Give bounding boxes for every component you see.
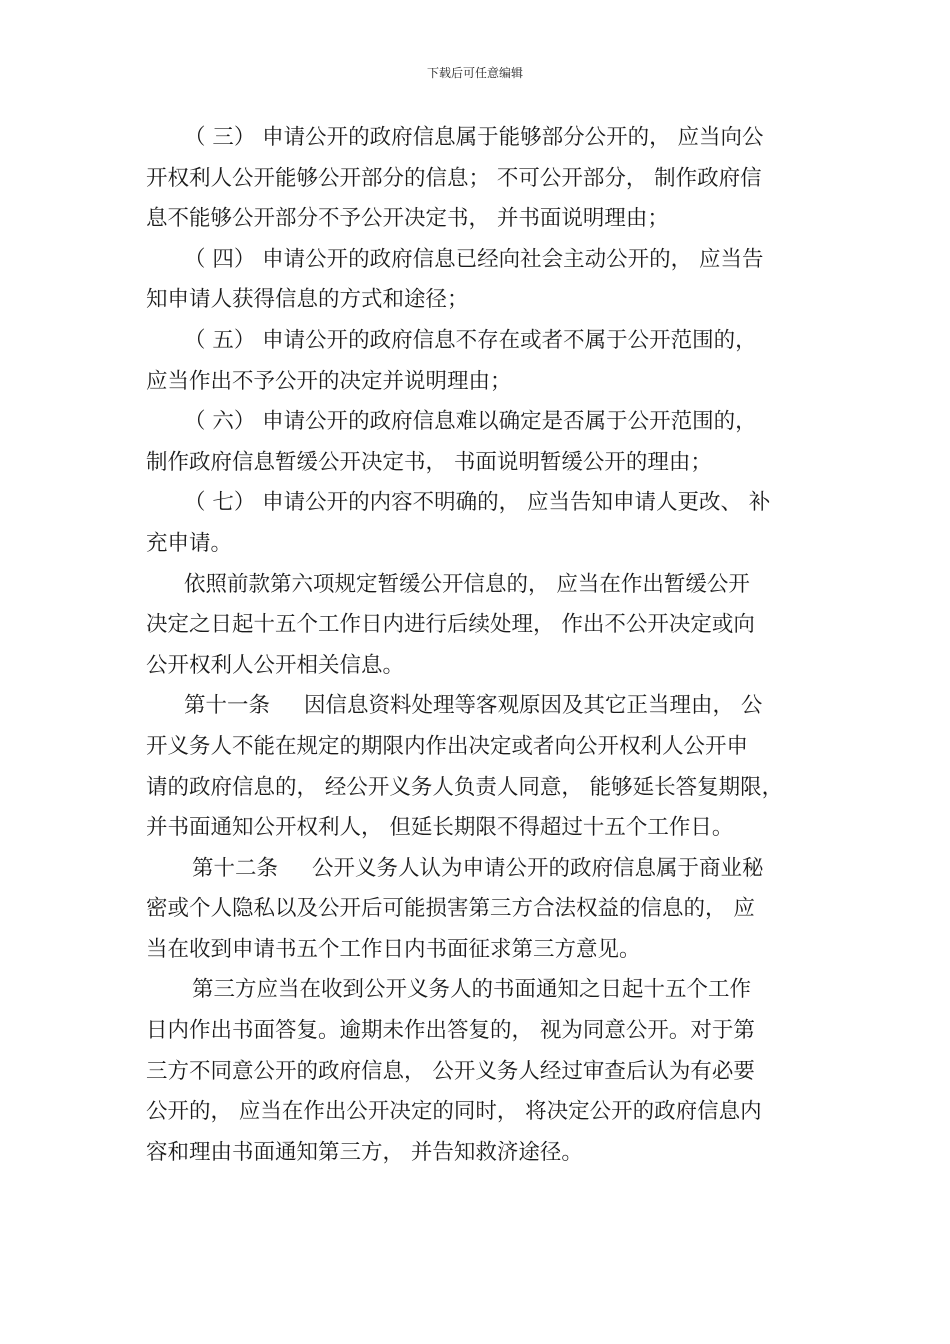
paragraph-item-5 (146, 321, 810, 402)
text-line: 三方不同意公开的政府信息， 公开义务人经过审查后认为有必要 (146, 1058, 755, 1084)
text-line: （ 六） 申请公开的政府信息难以确定是否属于公开范围的， (184, 409, 757, 435)
paragraph-third-party (146, 970, 810, 1173)
paragraph-deferral (146, 565, 810, 687)
article-11 (146, 686, 810, 848)
article-12-heading: 第十二条 (192, 855, 279, 881)
article-12 (146, 849, 810, 971)
text-line: 密或个人隐私以及公开后可能损害第三方合法权益的信息的， 应 (146, 896, 755, 922)
article-11-text: 因信息资料处理等客观原因及其它正当理由， 公 (304, 693, 763, 719)
text-line: （ 三） 申请公开的政府信息属于能够部分公开的， 应当向公 (184, 125, 764, 150)
text-line: 开义务人不能在规定的期限内作出决定或者向公开权利人公开申 (146, 733, 749, 759)
text-line: 开权利人公开能够公开部分的信息； 不可公开部分， 制作政府信 (146, 165, 762, 191)
text-line: 决定之日起十五个工作日内进行后续处理， 作出不公开决定或向 (146, 612, 755, 638)
text-line: 并书面通知公开权利人， 但延长期限不得超过十五个工作日。 (146, 815, 734, 841)
text-line: 当在收到申请书五个工作日内书面征求第三方意见。 (146, 936, 641, 962)
text-line: 请的政府信息的， 经公开义务人负责人同意， 能够延长答复期限， (146, 774, 784, 800)
text-line: （ 四） 申请公开的政府信息已经向社会主动公开的， 应当告 (184, 246, 764, 272)
text-line (146, 686, 810, 727)
paragraph-item-3 (146, 118, 810, 240)
text-line: 制作政府信息暂缓公开决定书， 书面说明暂缓公开的理由； (146, 449, 712, 475)
text-line: 充申请。 (146, 530, 233, 556)
document-body (146, 118, 810, 1173)
page-header: 下载后可任意编辑 (426, 66, 523, 80)
text-line: 第三方应当在收到公开义务人的书面通知之日起十五个工作 (192, 977, 752, 1003)
text-line: 应当作出不予公开的决定并说明理由； (146, 368, 512, 394)
text-line: 息不能够公开部分不予公开决定书， 并书面说明理由； (146, 206, 669, 232)
text-line: 公开权利人公开相关信息。 (146, 652, 405, 678)
paragraph-item-7 (146, 483, 810, 564)
text-line: 日内作出书面答复。逾期未作出答复的， 视为同意公开。对于第 (146, 1018, 755, 1044)
text-line: 依照前款第六项规定暂缓公开信息的， 应当在作出暂缓公开 (184, 571, 750, 597)
text-line: 容和理由书面通知第三方， 并告知救济途径。 (146, 1139, 583, 1165)
paragraph-item-6 (146, 402, 810, 483)
article-11-heading: 第十一条 (184, 693, 271, 719)
text-line (146, 849, 810, 890)
paragraph-item-4 (146, 240, 810, 321)
article-12-text: 公开义务人认为申请公开的政府信息属于商业秘 (312, 855, 764, 881)
text-line: 公开的， 应当在作出公开决定的同时， 将决定公开的政府信息内 (146, 1099, 762, 1125)
text-line: 知申请人获得信息的方式和途径； (146, 287, 469, 313)
text-line: （ 七） 申请公开的内容不明确的， 应当告知申请人更改、 补 (184, 490, 771, 516)
text-line: （ 五） 申请公开的政府信息不存在或者不属于公开范围的， (184, 327, 757, 353)
